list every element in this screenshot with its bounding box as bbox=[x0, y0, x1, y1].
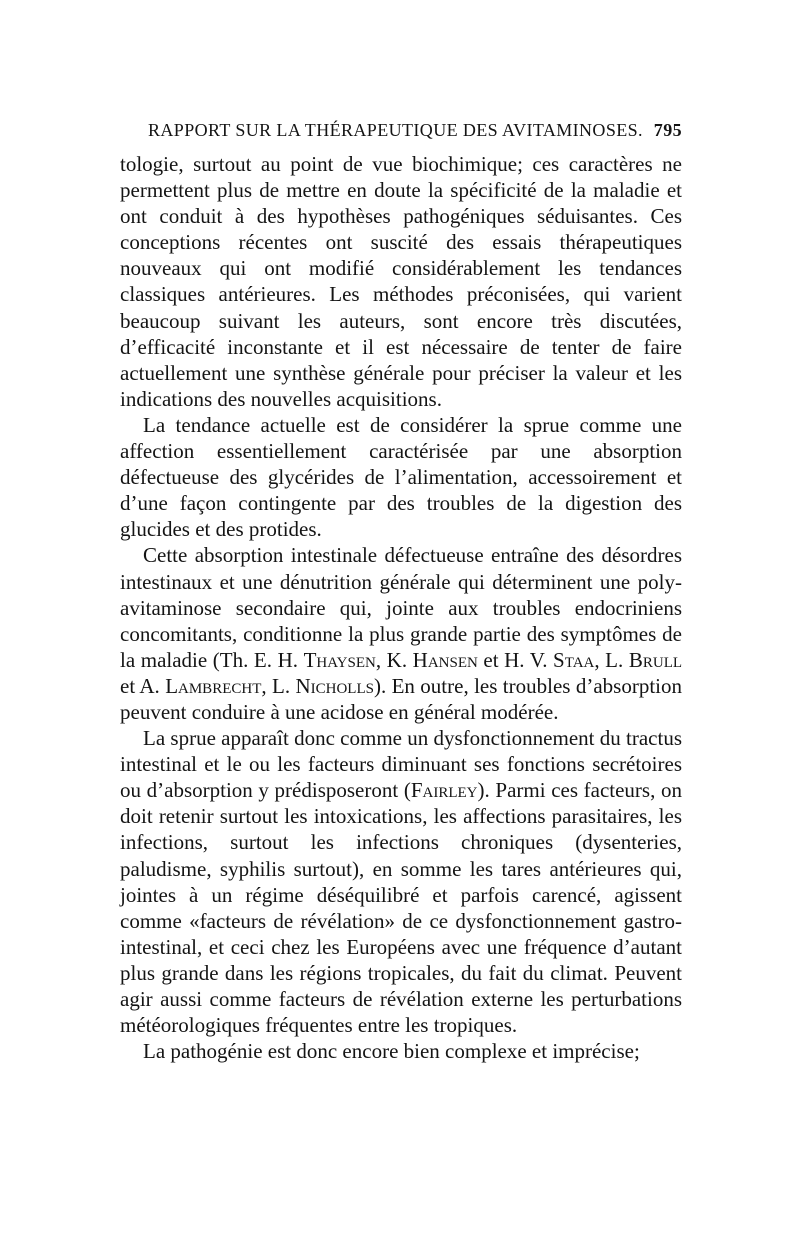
page-number: 795 bbox=[653, 120, 682, 140]
paragraph bbox=[120, 412, 682, 542]
text-segment: et H. V. bbox=[477, 647, 554, 672]
text-segment: et A. bbox=[120, 673, 166, 698]
paragraph bbox=[120, 725, 682, 1038]
text-segment: , L. bbox=[261, 673, 296, 698]
text-segment: Cette absorption intestinale défectueuse entraîne des désordres intestinaux et une dénutrition générale qui déterminent une poly-avitaminose secondaire qui, jointe aux troubles endocriniens concomitants, conditionne la plus grande partie des symptômes de la maladie (Th. E. H. bbox=[120, 543, 682, 672]
paragraph bbox=[120, 151, 682, 412]
text-segment: ). En outre, les troubles d’absorption peuvent conduire à une acidose en général modérée. bbox=[120, 673, 682, 724]
text-segment: La pathogénie est donc encore bien complexe et imprécise; bbox=[143, 1039, 640, 1064]
text-segment: tologie, surtout au point de vue biochimique; ces caractères ne permettent plus de mettre en doute la spécificité de la maladie et ont conduit à des hypothèses pathogéniques séduisantes. Ces conceptions récentes ont suscité des essais thérapeutiques nouveaux qui ont modifié considérablement les tendances classiques antérieures. Les méthodes préconisées, qui varient beaucoup suivant les auteurs, sont encore très discutées, d’efficacité inconstante et il est nécessaire de tenter de faire actuellement une synthèse générale pour préciser la valeur et les indications des nouvelles acquisitions. bbox=[120, 152, 682, 411]
author-name: Thaysen bbox=[303, 647, 376, 672]
author-name: Lambrecht bbox=[165, 673, 262, 698]
paragraph bbox=[120, 1038, 682, 1064]
author-name: Nicholls bbox=[295, 673, 374, 698]
text-segment: La tendance actuelle est de considérer la sprue comme une affection essentiellement caractérisée par une absorption défectueuse des glycérides de l’alimentation, accessoirement et d’une façon contingente par des troubles de la digestion des glucides et des protides. bbox=[120, 412, 682, 542]
author-name: Brull bbox=[628, 647, 683, 672]
text-segment: , K. bbox=[375, 647, 413, 672]
body-text bbox=[120, 151, 682, 1064]
author-name: Hansen bbox=[412, 647, 478, 672]
author-name: Staa bbox=[553, 647, 595, 672]
paragraph bbox=[120, 542, 682, 725]
text-segment: , L. bbox=[594, 647, 629, 672]
running-title: RAPPORT SUR LA THÉRAPEUTIQUE DES AVITAMINOSES. bbox=[148, 120, 643, 140]
text-segment: La sprue apparaît donc comme un dysfonctionnement du tractus intestinal et le ou les facteurs diminuant ses fonctions secrétoires ou d’absorption y prédisposeront ( bbox=[120, 726, 682, 803]
author-name: Fairley bbox=[410, 778, 478, 803]
text-segment: ). Parmi ces facteurs, on doit retenir surtout les intoxications, les affections parasitaires, les infections, surtout les infections chroniques (dysenteries, paludisme, syphilis surtout), en somme les tares antérieures qui, jointes à un régime déséquilibré et parfois carencé, agissent comme «facteurs de révélation» de ce dysfonctionnement gastro-intestinal, et ceci chez les Européens avec une fréquence d’autant plus grande dans les régions tropicales, du fait du climat. Peuvent agir aussi comme facteurs de révélation externe les perturbations météorologiques fréquentes entre les tropiques. bbox=[120, 778, 682, 1038]
